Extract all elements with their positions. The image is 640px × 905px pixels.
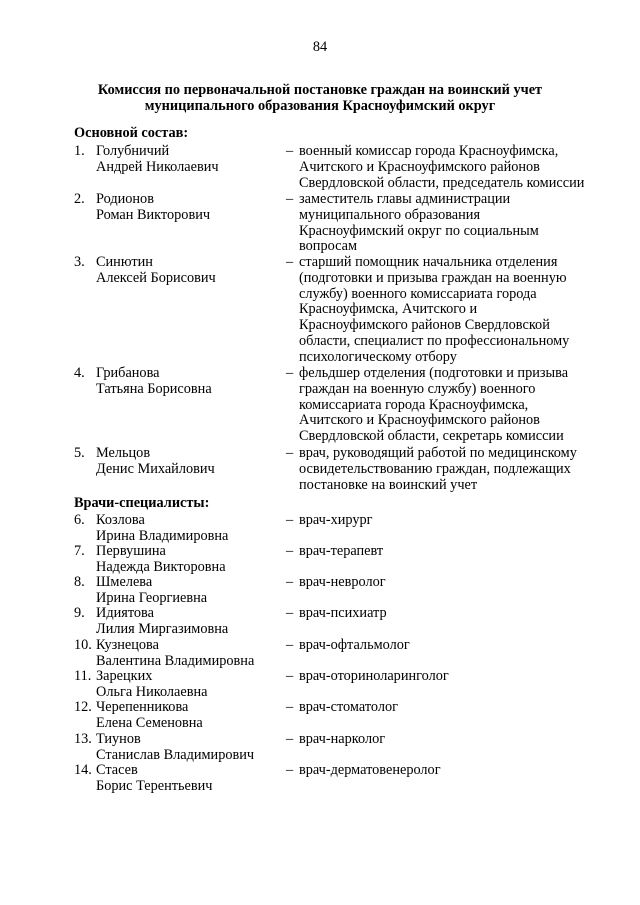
member-role <box>299 606 387 622</box>
role-line: врач-хирург <box>299 512 373 528</box>
member-given-name: Борис Терентьевич <box>96 777 213 794</box>
role-line: Ачитского и Красноуфимского районов <box>299 158 540 175</box>
dash-separator: – <box>286 699 294 715</box>
role-line: заместитель главы администрации <box>299 191 511 207</box>
member-surname: Черепенникова <box>96 699 189 715</box>
member-role <box>299 446 577 493</box>
role-line: врач-дерматовенеролог <box>299 762 441 778</box>
dash-separator: – <box>286 668 294 684</box>
member-name <box>96 763 212 795</box>
dash-separator: – <box>286 143 294 159</box>
role-line: (подготовки и призыва граждан на военную <box>299 269 567 286</box>
dash-separator: – <box>286 637 294 653</box>
member-given-name: Денис Михайлович <box>96 460 215 477</box>
member-surname: Грибанова <box>96 365 160 381</box>
member-name <box>96 575 207 607</box>
member-role <box>299 255 569 366</box>
member-surname: Первушина <box>96 543 166 559</box>
member-surname: Кузнецова <box>96 637 159 653</box>
role-line: врач-нарколог <box>299 731 386 747</box>
member-given-name: Роман Викторович <box>96 206 211 223</box>
member-number: 9. <box>74 605 85 621</box>
member-given-name: Валентина Владимировна <box>96 652 255 669</box>
member-number: 14. <box>74 762 92 778</box>
member-role <box>299 700 398 716</box>
member-given-name: Андрей Николаевич <box>96 158 219 175</box>
member-name <box>96 700 203 732</box>
dash-separator: – <box>286 191 294 207</box>
dash-separator: – <box>286 512 294 528</box>
member-given-name: Елена Семеновна <box>96 714 203 731</box>
document-title <box>0 82 640 114</box>
role-line: врач-оториноларинголог <box>299 668 449 684</box>
member-surname: Стасев <box>96 762 138 778</box>
member-number: 1. <box>74 143 85 159</box>
member-name <box>96 638 254 670</box>
member-given-name: Ирина Георгиевна <box>96 589 208 606</box>
role-line: Ачитского и Красноуфимского районов <box>299 412 540 429</box>
member-name <box>96 144 219 176</box>
member-given-name: Татьяна Борисовна <box>96 380 212 397</box>
role-line: Красноуфимского районов Свердловской <box>299 317 550 334</box>
specialists-heading: Врачи-специалисты: <box>74 495 210 511</box>
member-role <box>299 144 584 191</box>
member-surname: Козлова <box>96 512 145 528</box>
dash-separator: – <box>286 254 294 270</box>
member-role <box>299 192 539 255</box>
dash-separator: – <box>286 574 294 590</box>
role-line: врач-офтальмолог <box>299 637 410 653</box>
member-number: 12. <box>74 699 92 715</box>
member-name <box>96 446 215 478</box>
dash-separator: – <box>286 762 294 778</box>
member-number: 3. <box>74 254 85 270</box>
dash-separator: – <box>286 445 294 461</box>
member-number: 7. <box>74 543 85 559</box>
member-name <box>96 669 208 701</box>
member-number: 5. <box>74 445 85 461</box>
role-line: врач-невролог <box>299 574 386 590</box>
member-role <box>299 638 410 654</box>
dash-separator: – <box>286 731 294 747</box>
member-surname: Родионов <box>96 191 154 207</box>
role-line: муниципального образования <box>299 206 481 223</box>
member-name <box>96 255 216 287</box>
page-number: 84 <box>312 39 328 55</box>
member-surname: Мельцов <box>96 445 151 461</box>
role-line: комиссариата города Красноуфимска, <box>299 396 529 413</box>
role-line: военный комиссар города Красноуфимска, <box>299 143 559 159</box>
role-line: психологическому отбору <box>299 348 457 365</box>
member-given-name: Ирина Владимировна <box>96 527 229 544</box>
member-number: 6. <box>74 512 85 528</box>
role-line: постановке на воинский учет <box>299 476 478 493</box>
member-role <box>299 575 386 591</box>
role-line: врач-психиатр <box>299 605 387 621</box>
member-number: 4. <box>74 365 85 381</box>
role-line: службу) военного комиссариата города <box>299 285 537 302</box>
role-line: граждан на военную службу) военного <box>299 380 536 397</box>
member-number: 11. <box>74 668 92 684</box>
role-line: врач, руководящий работой по медицинскому <box>299 445 577 461</box>
member-role <box>299 669 449 685</box>
member-number: 2. <box>74 191 85 207</box>
member-given-name: Надежда Викторовна <box>96 558 226 575</box>
role-line: фельдшер отделения (подготовки и призыва <box>299 365 569 381</box>
role-line: области, специалист по профессиональному <box>299 332 570 349</box>
role-line: Красноуфимска, Ачитского и <box>299 301 478 318</box>
member-name <box>96 192 210 224</box>
role-line: освидетельствованию граждан, подлежащих <box>299 460 571 477</box>
member-name <box>96 732 254 764</box>
member-surname: Синютин <box>96 254 153 270</box>
dash-separator: – <box>286 543 294 559</box>
member-role <box>299 513 373 529</box>
member-name <box>96 513 228 545</box>
role-line: Свердловской области, председатель комиссии <box>299 174 585 191</box>
role-line: старший помощник начальника отделения <box>299 254 558 270</box>
member-surname: Шмелева <box>96 574 153 590</box>
member-role <box>299 732 385 748</box>
member-given-name: Ольга Николаевна <box>96 683 208 700</box>
member-name <box>96 544 226 576</box>
member-number: 13. <box>74 731 92 747</box>
dash-separator: – <box>286 365 294 381</box>
member-role <box>299 544 383 560</box>
role-line: врач-терапевт <box>299 543 384 559</box>
member-surname: Голубничий <box>96 143 170 159</box>
member-surname: Зарецких <box>96 668 153 684</box>
member-role <box>299 366 568 445</box>
role-line: Красноуфимский округ по социальным <box>299 222 539 239</box>
member-given-name: Лилия Миргазимовна <box>96 620 229 637</box>
member-name <box>96 606 228 638</box>
main-composition-heading: Основной состав: <box>74 125 189 141</box>
member-surname: Идиятова <box>96 605 154 621</box>
member-surname: Тиунов <box>96 731 141 747</box>
title-line: муниципального образования Красноуфимский округ <box>144 98 496 114</box>
member-number: 10. <box>74 637 92 653</box>
role-line: врач-стоматолог <box>299 699 398 715</box>
dash-separator: – <box>286 605 294 621</box>
member-given-name: Алексей Борисович <box>96 269 216 286</box>
role-line: вопросам <box>299 238 358 255</box>
member-name <box>96 366 212 398</box>
member-role <box>299 763 441 779</box>
member-given-name: Станислав Владимирович <box>96 746 255 763</box>
role-line: Свердловской области, секретарь комиссии <box>299 428 564 445</box>
member-number: 8. <box>74 574 85 590</box>
title-line: Комиссия по первоначальной постановке граждан на воинский учет <box>97 82 543 98</box>
